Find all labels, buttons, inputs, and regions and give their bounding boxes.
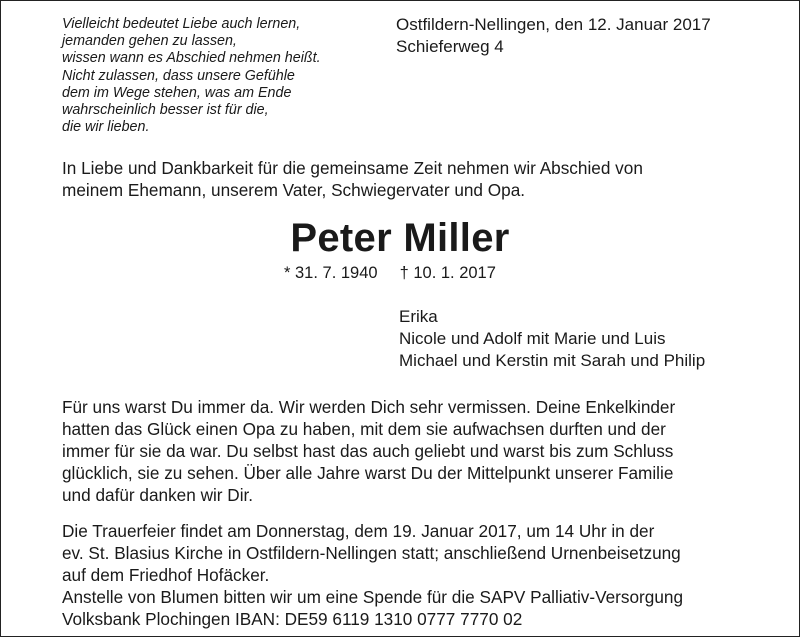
poem-line: wahrscheinlich besser ist für die, [62,102,269,119]
poem-line: die wir lieben. [62,119,150,136]
poem-line: jemanden gehen zu lassen, [62,33,237,50]
intro-text [62,157,643,201]
funeral-info [62,520,683,630]
poem [62,16,382,136]
intro-line: In Liebe und Dankbarkeit für die gemeinsame Zeit nehmen wir Abschied von [62,158,643,178]
intro-line: meinem Ehemann, unserem Vater, Schwiegervater und Opa. [62,180,526,200]
poem-line: wissen wann es Abschied nehmen heißt. [62,50,321,67]
poem-line: dem im Wege stehen, was am Ende [62,84,292,101]
life-dates [284,262,496,284]
tribute-line: hatten das Glück einen Opa zu haben, mit dem sie aufwachsen durften und der [62,419,666,439]
funeral-line: Anstelle von Blumen bitten wir um eine Spende für die SAPV Palliativ-Versorgung [62,587,683,607]
funeral-line: Die Trauerfeier findet am Donnerstag, dem 19. Januar 2017, um 14 Uhr in der [62,521,655,541]
death-date: † 10. 1. 2017 [399,264,496,282]
funeral-line: Volksbank Plochingen IBAN: DE59 6119 1310 0777 7770 02 [62,609,523,629]
tribute-line: glücklich, sie zu sehen. Über alle Jahre warst Du der Mittelpunkt unserer Familie [62,463,674,483]
tribute-text [62,396,675,506]
tribute-line: Für uns warst Du immer da. Wir werden Dich sehr vermissen. Deine Enkelkinder [62,397,676,417]
deceased-name: Peter Miller [290,216,510,260]
tribute-line: und dafür danken wir Dir. [62,485,254,505]
family-line: Erika [399,307,438,326]
poem-line: Nicht zulassen, dass unsere Gefühle [62,67,295,84]
funeral-line: auf dem Friedhof Hofäcker. [62,565,270,585]
address: Schieferweg 4 [396,37,504,56]
family-line: Nicole und Adolf mit Marie und Luis [399,329,666,348]
funeral-line: ev. St. Blasius Kirche in Ostfildern-Nellingen statt; anschließend Urnenbeisetzung [62,543,681,563]
place-and-date-block [396,14,711,58]
poem-line: Vielleicht bedeutet Liebe auch lernen, [62,16,301,32]
family-line: Michael und Kerstin mit Sarah und Philip [399,351,706,370]
family-names [399,306,705,372]
tribute-line: immer für sie da war. Du selbst hast das auch geliebt und warst bis zum Schluss [62,441,674,461]
place-date: Ostfildern-Nellingen, den 12. Januar 2017 [396,15,711,34]
birth-date: * 31. 7. 1940 [284,264,378,282]
